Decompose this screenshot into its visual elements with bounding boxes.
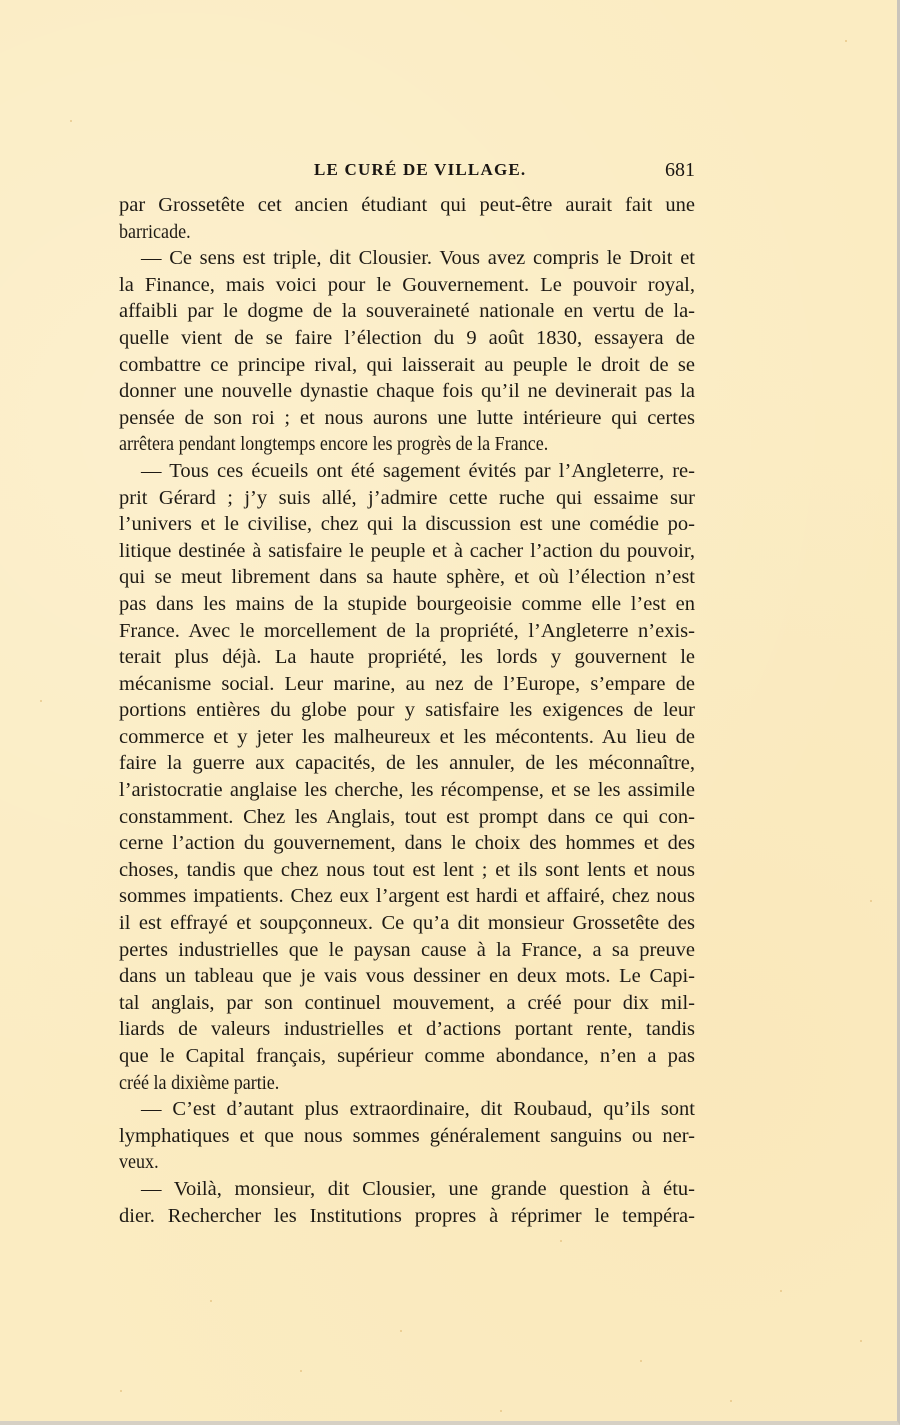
text-line: par Grossetête cet ancien étudiant qui peut-être aurait fait une [119, 194, 695, 216]
text-line: pertes industrielles que le paysan cause à la France, a sa preuve [119, 938, 695, 961]
text-line: la Finance, mais voici pour le Gouvernement. Le pouvoir royal, [119, 273, 695, 296]
text-line: barricade. [119, 220, 191, 243]
text-line: commerce et y jeter les malheureux et les mécontents. Au lieu de [119, 725, 695, 748]
text-line: mécanisme social. Leur marine, au nez de l’Europe, s’empare de [119, 672, 695, 695]
text-line: il est effrayé et soupçonneux. Ce qu’a dit monsieur Grossetête des [119, 912, 695, 935]
text-line: que le Capital français, supérieur comme abondance, n’en a pas [119, 1045, 695, 1067]
text-line: — Tous ces écueils ont été sagement évités par l’Angleterre, re- [141, 459, 695, 482]
text-line: quelle vient de se faire l’élection du 9 août 1830, essayera de [119, 326, 695, 349]
text-line: pas dans les mains de la stupide bourgeoisie comme elle l’est en [119, 592, 695, 615]
text-line: dier. Rechercher les Institutions propres à réprimer le tempéra- [119, 1204, 695, 1227]
text-line: liards de valeurs industrielles et d’actions portant rente, tandis [119, 1018, 695, 1041]
text-line: — Voilà, monsieur, dit Clousier, une grande question à étu- [141, 1177, 695, 1200]
text-line: affaibli par le dogme de la souveraineté nationale en vertu de la- [119, 300, 695, 323]
text-line: veux. [119, 1151, 159, 1174]
text-line: qui se meut librement dans sa haute sphère, et où l’élection n’est [119, 566, 695, 589]
running-head [119, 160, 695, 184]
text-line: combattre ce principe rival, qui laisserait au peuple le droit de se [119, 353, 695, 376]
text-line: créé la dixième partie. [119, 1071, 280, 1094]
text-line: cerne l’action du gouvernement, dans le choix des hommes et des [119, 832, 695, 855]
body-text [119, 192, 695, 1229]
text-line: litique destinée à satisfaire le peuple et à cacher l’action du pouvoir, [119, 539, 695, 562]
text-line: tal anglais, par son continuel mouvement, a créé pour dix mil- [119, 991, 695, 1014]
text-line: choses, tandis que chez nous tout est lent ; et ils sont lents et nous [119, 858, 695, 881]
text-line: portions entières du globe pour y satisfaire les exigences de leur [119, 699, 695, 722]
text-line: dans un tableau que je vais vous dessiner en deux mots. Le Capi- [119, 965, 695, 988]
text-line: faire la guerre aux capacités, de les annuler, de les méconnaître, [119, 752, 695, 775]
text-line: pensée de son roi ; et nous aurons une lutte intérieure qui certes [119, 406, 695, 429]
page-number: 681 [665, 159, 695, 181]
text-line: donner une nouvelle dynastie chaque fois qu’il ne devinerait pas la [119, 380, 695, 403]
text-line: terait plus déjà. La haute propriété, les lords y gouvernent le [119, 646, 695, 669]
text-line: prit Gérard ; j’y suis allé, j’admire cette ruche qui essaime sur [119, 486, 695, 509]
running-title: LE CURÉ DE VILLAGE. [314, 160, 527, 179]
text-line: — Ce sens est triple, dit Clousier. Vous avez compris le Droit et [141, 247, 695, 270]
text-line: arrêtera pendant longtemps encore les progrès de la France. [119, 433, 549, 456]
text-line: l’univers et le civilise, chez qui la discussion est une comédie po- [119, 513, 695, 536]
text-line: l’aristocratie anglaise les cherche, les récompense, et se les assimile [119, 779, 695, 802]
text-line: sommes impatients. Chez eux l’argent est hardi et affairé, chez nous [119, 885, 695, 908]
text-line: — C’est d’autant plus extraordinaire, dit Roubaud, qu’ils sont [141, 1098, 695, 1121]
text-line: constamment. Chez les Anglais, tout est prompt dans ce qui con- [119, 805, 695, 828]
text-line: lymphatiques et que nous sommes généralement sanguins ou ner- [119, 1124, 695, 1147]
text-line: France. Avec le morcellement de la propriété, l’Angleterre n’exis- [119, 619, 695, 642]
